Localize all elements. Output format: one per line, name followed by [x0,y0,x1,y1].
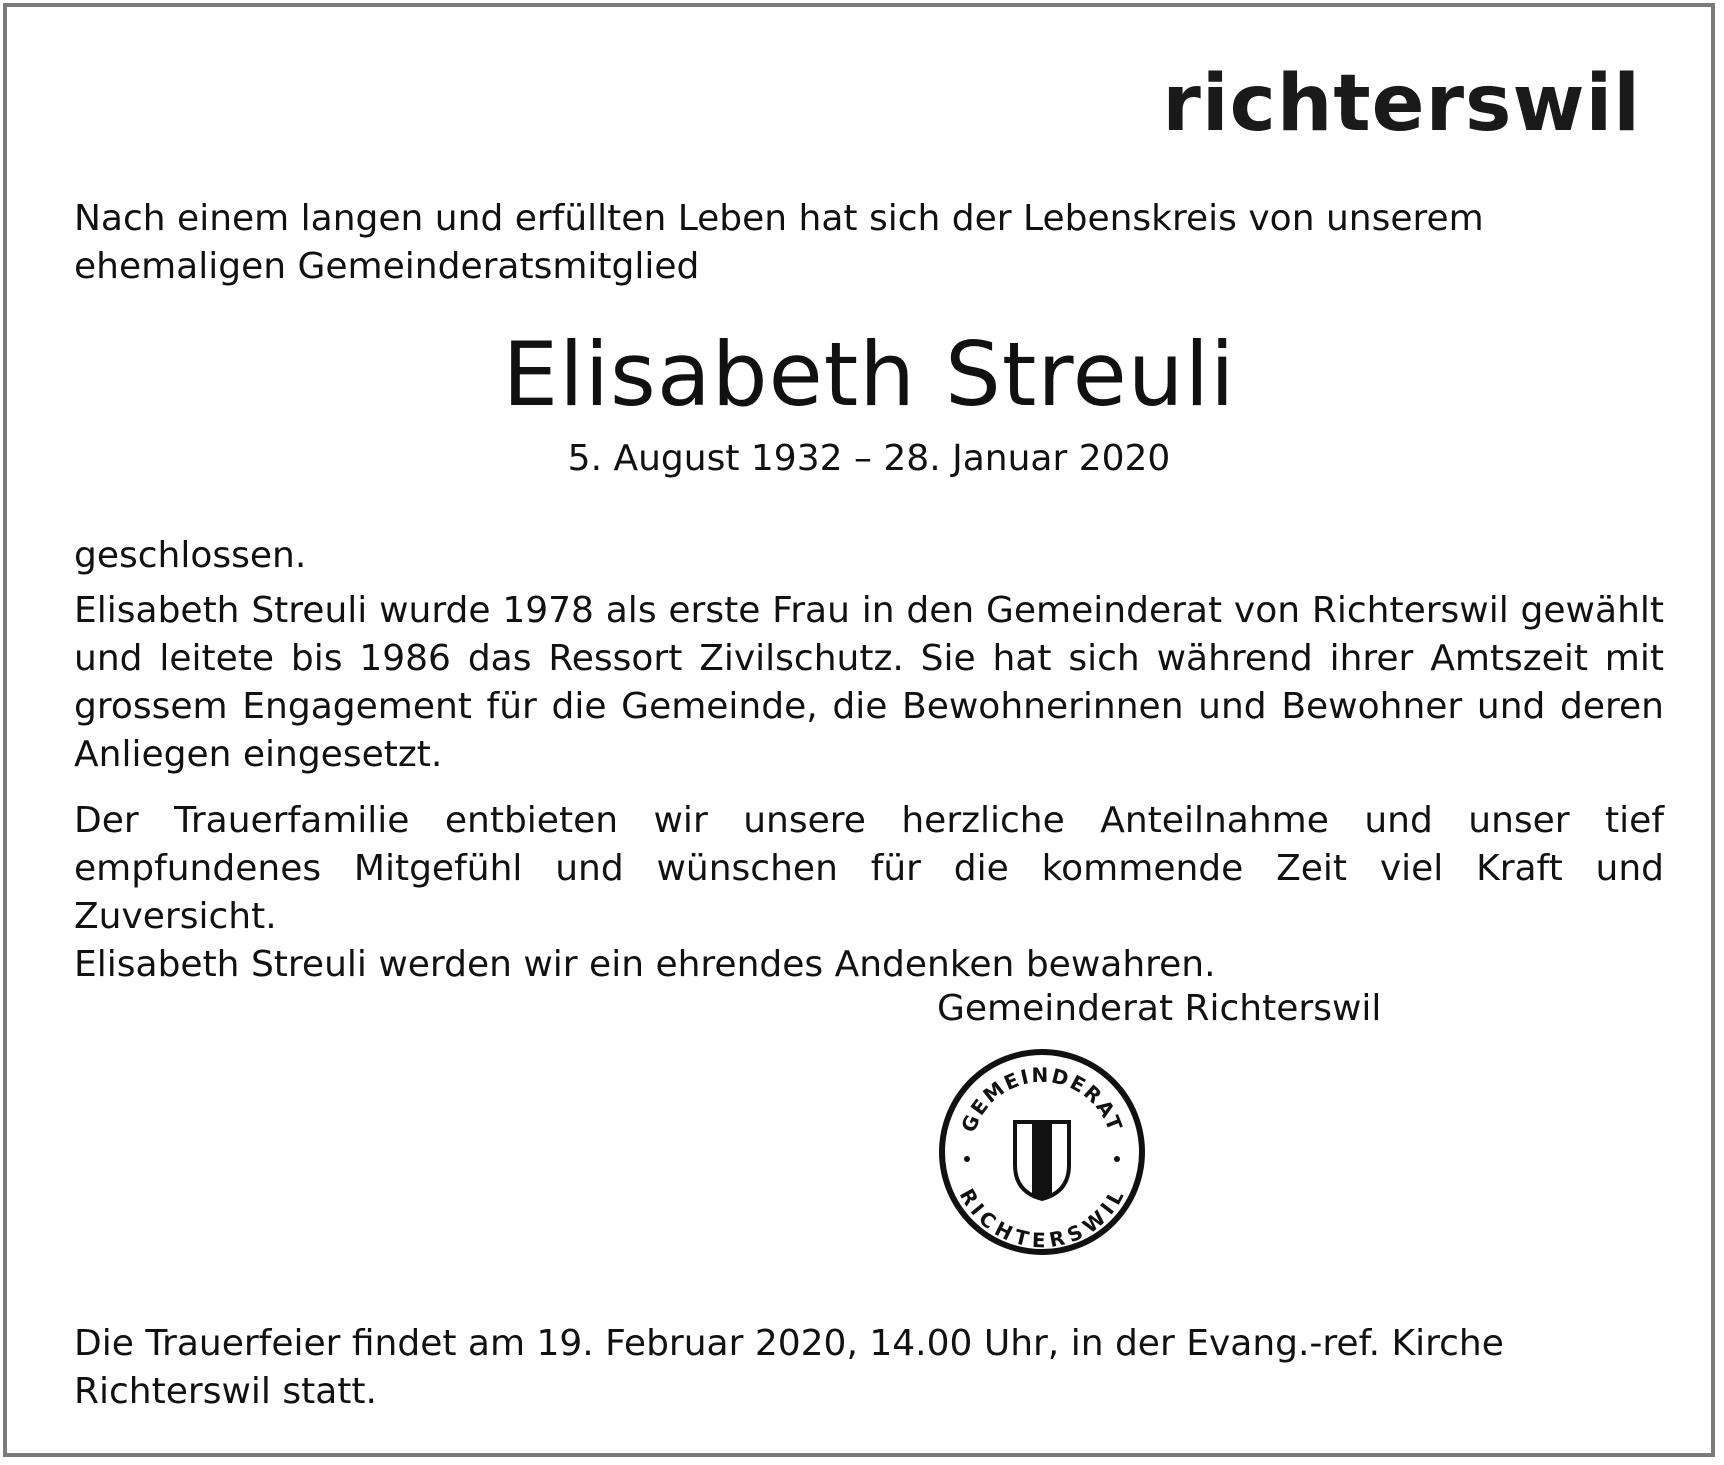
gemeinderat-seal [937,1047,1147,1257]
intro-text: Nach einem langen und erfüllten Leben hat sich der Lebenskreis von unserem ehemaligen Gemeinderatsmitglied [74,198,1484,287]
deceased-name: Elisabeth Streuli [502,323,1236,426]
paragraph-condolence: Der Trauerfamilie entbieten wir unsere herzliche Anteilnahme und unser tief empfundenes Mitgefühl und wünschen für die kommende Zeit viel Kraft und Zuversicht. [74,800,1664,937]
funeral-info: Die Trauerfeier findet am 19. Februar 2020, 14.00 Uhr, in der Evang.-ref. Kirche Richterswil statt. [74,1323,1504,1412]
body-text [74,587,1664,787]
obituary-notice [3,3,1715,1457]
closed-text: geschlossen. [74,535,307,576]
life-dates: 5. August 1932 – 28. Januar 2020 [567,438,1171,479]
seal-top-text: GEMEINDERAT [956,1062,1128,1136]
paragraph-career: Elisabeth Streuli wurde 1978 als erste Frau in den Gemeinderat von Richterswil gewählt und leitete bis 1986 das Ressort Zivilschutz. Sie hat sich während ihrer Amtszeit mit grossem Engagement für die Gemeinde, die Bewohnerinnen und Bewohner und deren Anliegen eingesetzt. [74,590,1664,775]
seal-bottom-text: RICHTERSWIL [954,1184,1130,1253]
paragraph-remembrance: Elisabeth Streuli werden wir ein ehrendes Andenken bewahren. [74,944,1216,985]
richterswil-logo: richterswil [1162,59,1641,149]
signature-text: Gemeinderat Richterswil [937,988,1382,1029]
condolence-text [74,797,1664,989]
